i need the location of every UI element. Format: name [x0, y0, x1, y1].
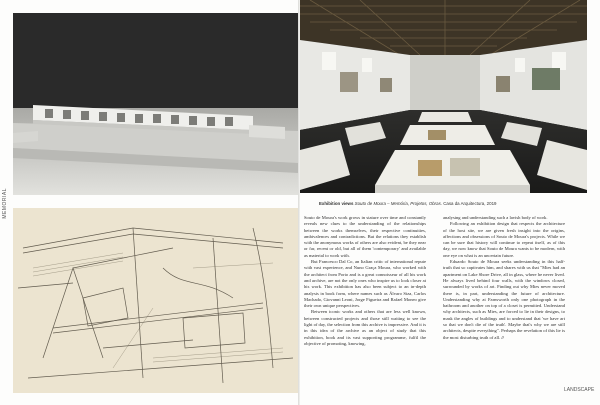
sketch-illustration [13, 208, 298, 393]
paragraph [443, 259, 565, 341]
right-folio: LANDSCAPE [564, 387, 595, 393]
caption-title: Souto de Moura – Memória, Projetos, Obras [354, 201, 441, 206]
left-folio: MEMORIAL [2, 188, 8, 219]
architectural-model-photo [13, 13, 298, 195]
paragraph: But Francesco Dal Co, an Italian critic of international repute with vast experience, and Nuno Graça Moura, who worked with the architect from Porto and is a great connoisseur of all his work and archive, are not the only ones who inspire us to look closer at his work. This exhibition has also been subject to an in-depth analysis in book form, where names such as Álvaro Siza, Carlos Machado, Giovanni Leoni, Jorge Figueira and Rafael Moneo give their own unique perspectives. [304, 259, 426, 309]
model-illustration [13, 13, 298, 195]
paragraph: Between iconic works and others that are less well known, between constructed projects and those still waiting to see the light of day, the selection from this archive is impressive. And it is in this idea of the archive as an object of study that this exhibition, book and its vast supporting programme, fulfil the objective of promoting, knowing, [304, 309, 426, 346]
right-page [300, 0, 600, 405]
paragraph: Souto de Moura's work grows in stature over time and constantly reveals new clues to the understanding of the relationships between the works themselves, their respective continuities, ambivalences and contradictions. But the relations they establish with the anonymous works of others are also evident, be they near or far, recent or old, but all of them 'contemporary' and available as material to work with. [304, 215, 426, 258]
end-mark: // [501, 334, 504, 340]
photo-caption [319, 201, 589, 206]
text-column-2 [443, 215, 565, 341]
paragraph: Following an exhibition design that respects the architecture of the host site, we are given fresh insight into the origins, affections and obsessions of Souto de Moura's projects. While we can be sure that history will continue to repeat itself, as of this day, we now know that Souto de Moura wants to be modern, with one eye on what is an uncertain future. [443, 221, 565, 258]
exhibition-gallery-photo [300, 0, 587, 193]
gallery-illustration [300, 0, 587, 193]
caption-label: Exhibition views [319, 201, 354, 206]
architectural-sketch-drawing [13, 208, 298, 393]
caption-venue: . Casa da Arquitectura, 2019 [440, 201, 497, 206]
paragraph-text: Eduardo Souto de Moura seeks understanding in this half-truth that so captivates him, and shares with us that "Mies had an apartment on Lake Shore Drive, all in glass, where he never lived. He always lived behind four walls, with the windows closed, surrounded by works of art. Finding out why Mies never moved there is, in part, understanding the future of architecture. Understanding why at Farnsworth only one photograph in the bathroom and another on top of a closet is permitted. Understand why architects, such as Mies, are forced to lie in their designs, to mask the angles of buildings and to understand that 'we have art so that we don't die of the truth'. Maybe that's why we are still architects, despite everything". Perhaps the revelation of this lie is the most disturbing truth of all. [443, 259, 565, 340]
text-column-1 [304, 215, 426, 347]
paragraph: analysing and understanding such a lavish body of work. [443, 215, 548, 220]
